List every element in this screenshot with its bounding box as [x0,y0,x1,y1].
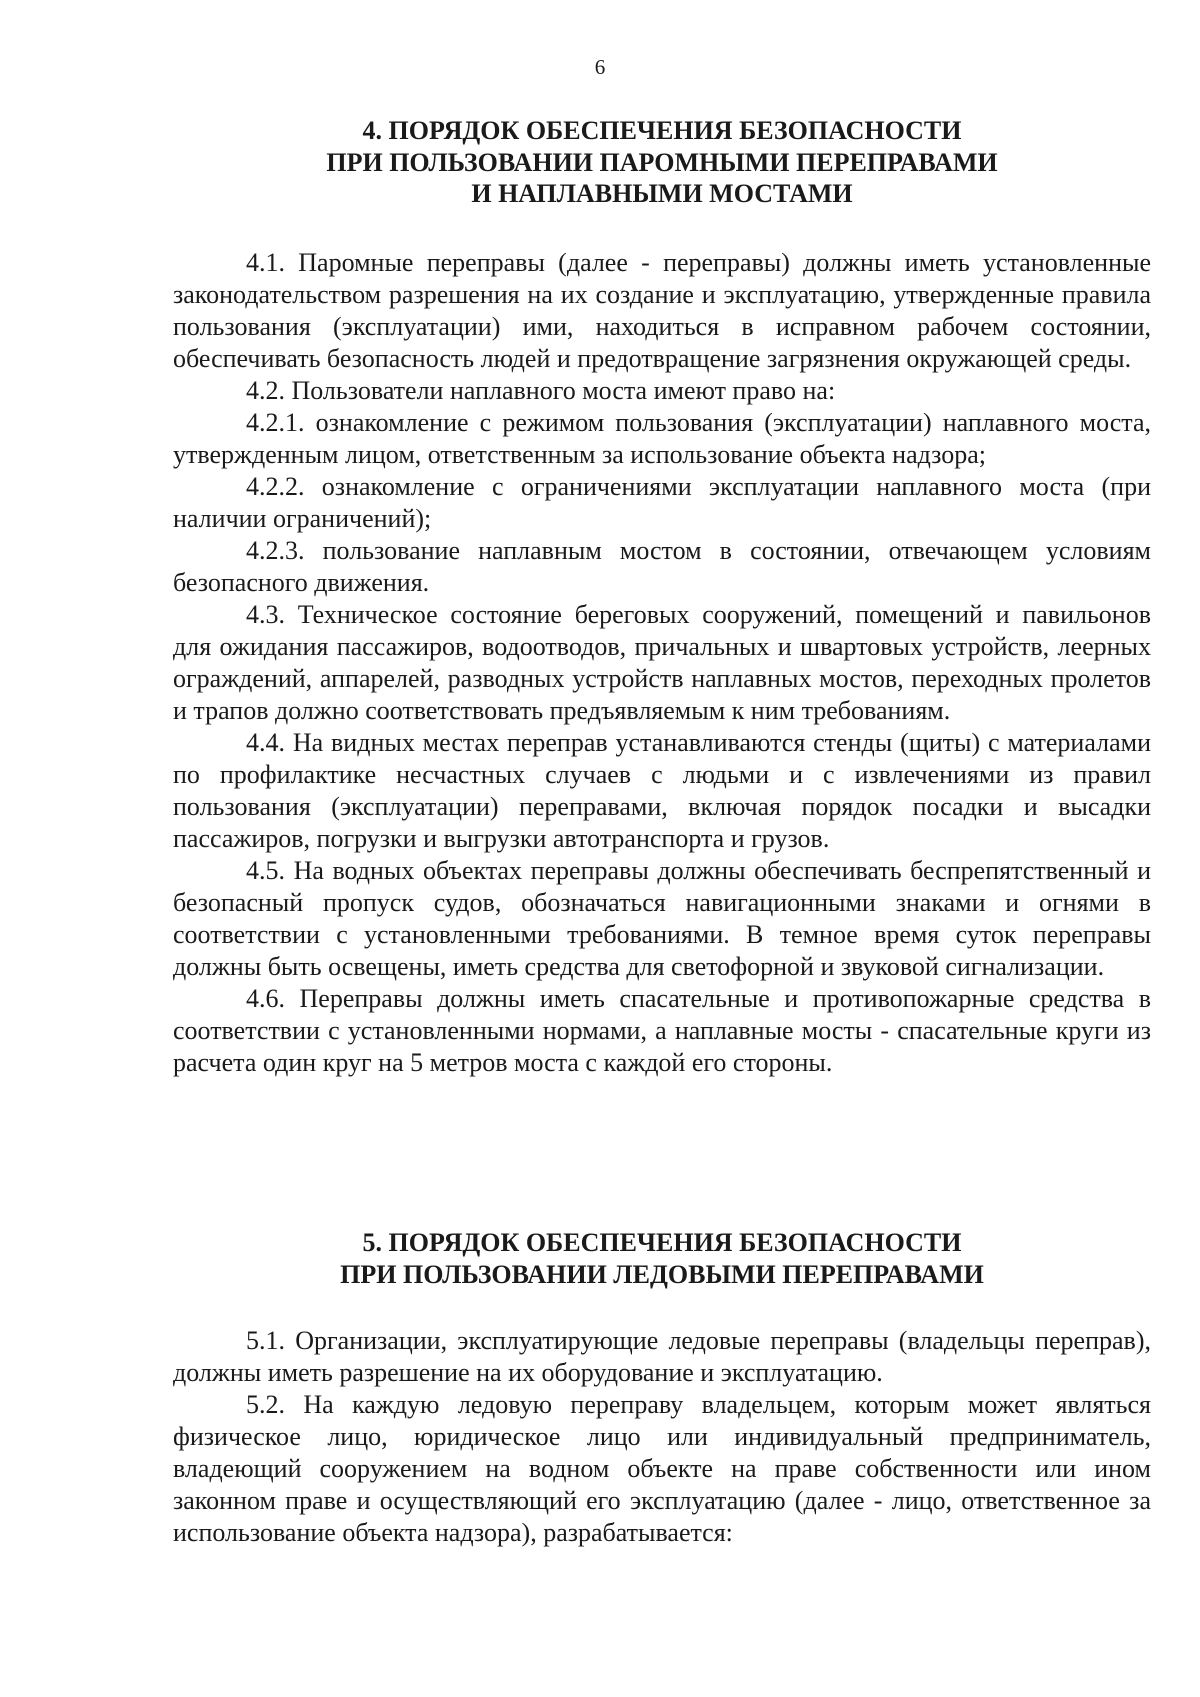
section-4-heading-line-1: 4. ПОРЯДОК ОБЕСПЕЧЕНИЯ БЕЗОПАСНОСТИ [362,116,962,145]
paragraph-4-1: 4.1. Паромные переправы (далее - переправы) должны иметь установленные законодательством разрешения на их создание и эксплуатацию, утвержденные правила пользования (эксплуатации) ими, находиться в исправном рабочем состоянии, обеспечивать безопасность людей и предотвращение загрязнения окружающей среды. [173,248,1151,373]
paragraph-4-5: 4.5. На водных объектах переправы должны обеспечивать беспрепятственный и безопасный пропуск судов, обозначаться навигационными знаками и огнями в соответствии с установленными требованиями. В темное время суток переправы должны быть освещены, иметь средства для светофорной и звуковой сигнализации. [173,856,1151,981]
section-4-heading-line-3: И НАПЛАВНЫМИ МОСТАМИ [471,179,853,208]
paragraph-4-2-1: 4.2.1. ознакомление с режимом пользования (эксплуатации) наплавного моста, утвержденным лицом, ответственным за использование объекта надзора; [173,408,1151,469]
section-5-body [173,1325,1151,1549]
paragraph-5-2: 5.2. На каждую ледовую переправу владельцем, которым может являться физическое лицо, юридическое лицо или индивидуальный предприниматель, владеющий сооружением на водном объекте на праве собственности или ином законном праве и осуществляющий его эксплуатацию (далее - лицо, ответственное за использование объекта надзора), разрабатывается: [173,1390,1151,1547]
paragraph-4-2-3: 4.2.3. пользование наплавным мостом в состоянии, отвечающем условиям безопасного движения. [173,536,1151,597]
section-5-heading [173,1227,1151,1290]
section-5-heading-line-1: 5. ПОРЯДОК ОБЕСПЕЧЕНИЯ БЕЗОПАСНОСТИ [362,1228,962,1257]
section-4-body [173,247,1151,1079]
section-4-heading-line-2: ПРИ ПОЛЬЗОВАНИИ ПАРОМНЫМИ ПЕРЕПРАВАМИ [326,147,998,177]
paragraph-4-2: 4.2. Пользователи наплавного моста имеют право на: [246,376,836,405]
paragraph-4-2-2: 4.2.2. ознакомление с ограничениями эксплуатации наплавного моста (при наличии ограничений); [173,472,1151,533]
paragraph-4-4: 4.4. На видных местах переправ устанавливаются стенды (щиты) с материалами по профилактике несчастных случаев с людьми и с извлечениями из правил пользования (эксплуатации) переправами, включая порядок посадки и высадки пассажиров, погрузки и выгрузки автотранспорта и грузов. [173,728,1151,853]
paragraph-4-6: 4.6. Переправы должны иметь спасательные и противопожарные средства в соответствии с установленными нормами, а наплавные мосты - спасательные круги из расчета один круг на 5 метров моста с каждой его стороны. [173,984,1151,1077]
section-5-heading-line-2: ПРИ ПОЛЬЗОВАНИИ ЛЕДОВЫМИ ПЕРЕПРАВАМИ [340,1259,984,1289]
paragraph-4-3: 4.3. Техническое состояние береговых сооружений, помещений и павильонов для ожидания пассажиров, водоотводов, причальных и швартовых устройств, леерных ограждений, аппарелей, разводных устройств наплавных мостов, переходных пролетов и трапов должно соответствовать предъявляемым к ним требованиям. [173,600,1151,725]
paragraph-5-1: 5.1. Организации, эксплуатирующие ледовые переправы (владельцы переправ), должны иметь разрешение на их оборудование и эксплуатацию. [173,1326,1151,1387]
page-number: 6 [594,55,606,79]
section-4-heading [173,115,1151,210]
